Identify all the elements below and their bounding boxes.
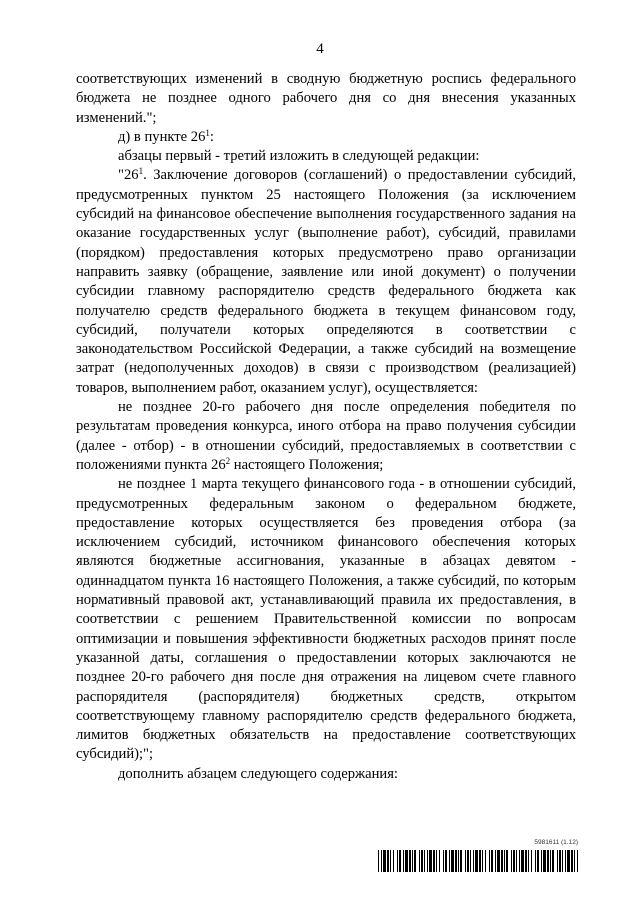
page-number: 4 bbox=[316, 41, 324, 57]
paragraph: абзацы первый - третий изложить в следующей редакции: bbox=[118, 148, 480, 165]
paragraph: не позднее 1 марта текущего финансового года - в отношении субсидий, предусмотренных федеральным законом о федеральном бюджете, предоставление которых осуществляется без проведения отбора (за исключением субсидий, источником финансового обеспечения которых являются бюджетные ассигнования, указанные в абзацах девятом - одиннадцатом пункта 16 настоящего Положения, а также субсидий, по которым нормативный правовой акт, устанавливающий правила их предоставления, в соответствии с решением Правительственной комиссии по вопросам оптимизации и повышения эффективности бюджетных расходов принят после указанной даты, соглашения о предоставлении которых заключаются не позднее 20-го рабочего дня после дня отражения на лицевом счете главного распорядителя (распорядителя) бюджетных средств, открытом соответствующему главному распорядителю средств федерального бюджета, лимитов бюджетных обязательств на предоставление соответствующих субсидий);"; bbox=[76, 476, 576, 763]
superscript: 1 bbox=[205, 127, 210, 138]
text-run: . Заключение договоров (соглашений) о предоставлении субсидий, предусмотренных пунктом 25 настоящего Положения (за исключением субсидий на финансовое обеспечение выполнения государственного задания на оказание государственных услуг (выполнение работ), субсидий, правилами (порядком) предоставления которых предусмотрено право организации направить заявку (обращение, заявление или иной документ) о получении субсидии главному распорядителю средств федерального бюджета как получателю средств федерального бюджета в текущем финансовом году, субсидий, получатели которых определяются в соответствии с законодательством Российской Федерации, а также субсидий на возмещение затрат (недополученных доходов) в связи с производством (реализацией) товаров, выполнением работ, оказанием услуг), осуществляется: bbox=[76, 167, 576, 396]
paragraph bbox=[76, 128, 576, 147]
text-run: не позднее 20-го рабочего дня после определения победителя по результатам проведения конкурса, иного отбора на право получения субсидии (далее - отбор) - в отношении субсидий, предоставляемых в соответствии с положениями пункта 26 bbox=[76, 399, 576, 473]
superscript: 1 bbox=[138, 166, 144, 177]
paragraph: соответствующих изменений в сводную бюджетную роспись федерального бюджета не позднее одного рабочего дня со дня внесения указанных изменений."; bbox=[76, 71, 576, 126]
barcode bbox=[378, 850, 578, 872]
document-code: 5981611 (1.12) bbox=[534, 839, 578, 846]
text-run: настоящего Положения; bbox=[230, 456, 384, 473]
paragraph: дополнить абзацем следующего содержания: bbox=[118, 765, 398, 782]
text-run: : bbox=[209, 128, 214, 145]
paragraph bbox=[76, 166, 576, 398]
paragraph bbox=[76, 398, 576, 475]
superscript: 2 bbox=[225, 455, 231, 466]
text-run: д) в пункте 26 bbox=[118, 128, 206, 145]
document-body bbox=[76, 70, 576, 784]
text-run: "26 bbox=[118, 167, 139, 184]
